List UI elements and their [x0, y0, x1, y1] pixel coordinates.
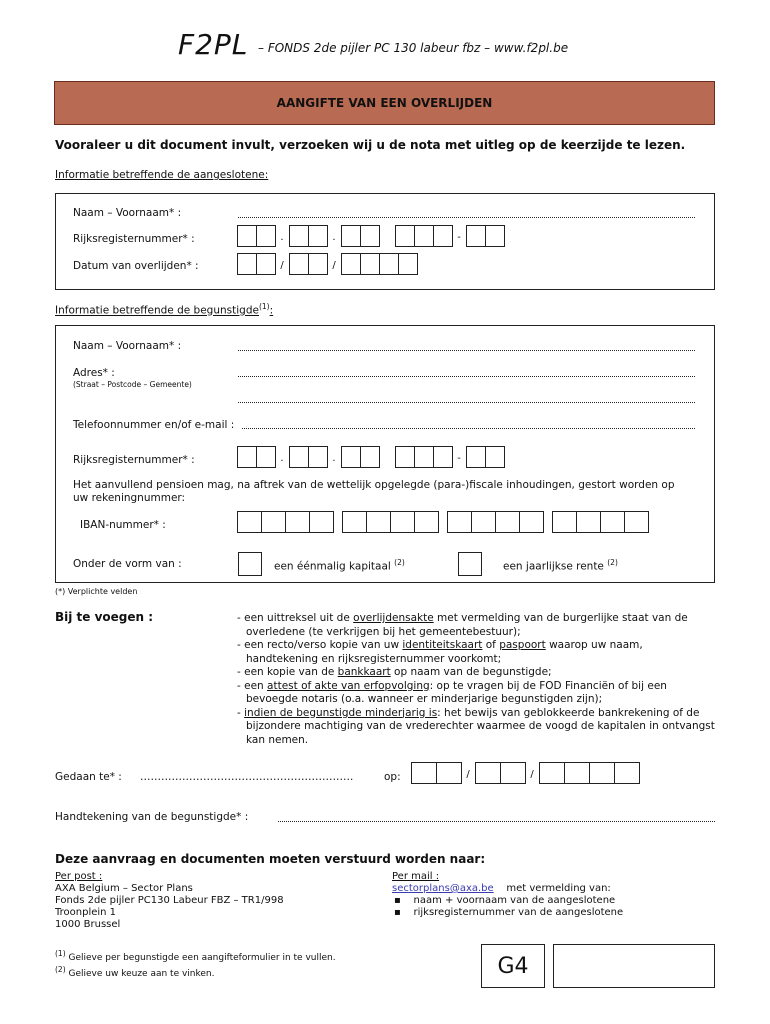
digit-cell[interactable] — [436, 762, 462, 784]
stamp-box — [553, 944, 715, 988]
brand-logo-text: F2PL — [178, 28, 249, 61]
slash-separator: / — [280, 260, 284, 271]
digit-cell[interactable] — [614, 762, 640, 784]
phone-field[interactable] — [242, 419, 695, 429]
bullet-icon: ▪ — [394, 895, 401, 906]
list-item: - een attest of akte van erfopvolging: op te vragen bij de FOD Financiën of bij een bevoegde notaris (o.a. wanneer er minderjarige begunstigden zijn); — [237, 679, 667, 705]
digit-cell[interactable] — [256, 225, 276, 247]
digit-cell[interactable] — [360, 446, 380, 468]
digit-cell[interactable] — [466, 225, 486, 247]
attachments-list — [237, 612, 717, 747]
mail-label: Per mail : — [392, 871, 440, 882]
mail-link[interactable]: sectorplans@axa.be — [392, 883, 494, 894]
iban-cell[interactable] — [237, 511, 262, 533]
list-item: - een uittreksel uit de overlijdensakte met vermelding van de burgerlijke staat van de overledene (te verkrijgen bij het gemeentebestuur); — [237, 612, 688, 638]
list-item: - een kopie van de bankkaart op naam van de begunstigde; — [237, 666, 552, 678]
send-heading: Deze aanvraag en documenten moeten verstuurd worden naar: — [55, 852, 486, 866]
place-label: Gedaan te* : — [55, 771, 122, 783]
beneficiary-name-field[interactable] — [238, 341, 695, 351]
iban-cell[interactable] — [285, 511, 310, 533]
digit-cell[interactable] — [341, 225, 361, 247]
dot-separator: . — [332, 453, 336, 464]
dot-separator: . — [332, 232, 336, 243]
iban-cell[interactable] — [366, 511, 391, 533]
footnotes — [55, 948, 336, 980]
beneficiary-name-label: Naam – Voornaam* : — [73, 340, 182, 352]
date-label: op: — [384, 771, 401, 783]
slash-separator: / — [530, 769, 534, 780]
digit-cell[interactable] — [256, 253, 276, 275]
pension-text: Het aanvullend pensioen mag, na aftrek van de wettelijk opgelegde (para-)fiscale inhoudingen, gestort worden op uw rekeningnummer: — [73, 479, 675, 504]
digit-cell[interactable] — [289, 225, 309, 247]
digit-cell[interactable] — [485, 225, 505, 247]
digit-cell[interactable] — [411, 762, 437, 784]
iban-cell[interactable] — [624, 511, 649, 533]
deceased-rrn-field[interactable] — [237, 225, 504, 251]
iban-cell[interactable] — [576, 511, 601, 533]
signing-date-field[interactable] — [411, 762, 639, 788]
address-line: Troonplein 1 — [55, 907, 117, 918]
iban-cell[interactable] — [471, 511, 496, 533]
post-address — [55, 871, 284, 931]
digit-cell[interactable] — [237, 253, 257, 275]
address-hint: (Straat – Postcode – Gemeente) — [73, 380, 192, 389]
attachments-heading: Bij te voegen : — [55, 610, 154, 624]
required-fields-note: (*) Verplichte velden — [55, 587, 138, 596]
address-label: Adres* : — [73, 367, 115, 379]
digit-cell[interactable] — [475, 762, 501, 784]
iban-label: IBAN-nummer* : — [80, 519, 166, 531]
digit-cell[interactable] — [308, 225, 328, 247]
list-item: ▪ naam + voornaam van de aangeslotene — [394, 895, 616, 906]
digit-cell[interactable] — [308, 446, 328, 468]
digit-cell[interactable] — [341, 446, 361, 468]
address-field-line2[interactable] — [238, 393, 695, 403]
capital-checkbox[interactable] — [238, 552, 262, 576]
digit-cell[interactable] — [414, 225, 434, 247]
iban-cell[interactable] — [600, 511, 625, 533]
payment-form-label: Onder de vorm van : — [73, 558, 182, 570]
iban-cell[interactable] — [495, 511, 520, 533]
iban-cell[interactable] — [519, 511, 544, 533]
address-field-line1[interactable] — [238, 367, 695, 377]
digit-cell[interactable] — [395, 225, 415, 247]
digit-cell[interactable] — [500, 762, 526, 784]
list-item: ▪ rijksregisternummer van de aangeslotene — [394, 907, 624, 918]
place-field[interactable]: ……………………………………………………. — [140, 771, 354, 783]
iban-cell[interactable] — [390, 511, 415, 533]
iban-cell[interactable] — [261, 511, 286, 533]
digit-cell[interactable] — [414, 446, 434, 468]
death-date-field[interactable] — [237, 253, 417, 279]
iban-cell[interactable] — [342, 511, 367, 533]
digit-cell[interactable] — [589, 762, 615, 784]
deceased-name-field[interactable] — [238, 208, 695, 218]
deceased-section-label: Informatie betreffende de aangeslotene: — [55, 169, 269, 181]
beneficiary-section-label: Informatie betreffende de begunstigde$^{(1)}$: — [55, 302, 274, 317]
form-code-box: G4 — [481, 944, 545, 988]
footnote: $^{(1)}$ Gelieve per begunstigde een aangifteformulier in te vullen. — [55, 949, 336, 963]
form-title: AANGIFTE VAN EEN OVERLIJDEN — [276, 96, 493, 110]
header-subtitle: – FONDS 2de pijler PC 130 labeur fbz – www.f2pl.be — [258, 41, 569, 55]
beneficiary-rrn-label: Rijksregisternummer* : — [73, 454, 195, 466]
digit-cell[interactable] — [485, 446, 505, 468]
digit-cell[interactable] — [289, 253, 309, 275]
digit-cell[interactable] — [433, 225, 453, 247]
mail-note: met vermelding van: — [506, 883, 611, 894]
footnote: $^{(2)}$ Gelieve uw keuze aan te vinken. — [55, 965, 215, 979]
intro-text: Vooraleer u dit document invult, verzoeken wij u de nota met uitleg op de keerzijde te lezen. — [55, 138, 686, 152]
capital-option-label: een éénmalig kapitaal $^{(2)}$ — [274, 558, 405, 573]
digit-cell[interactable] — [341, 253, 361, 275]
digit-cell[interactable] — [256, 446, 276, 468]
iban-cell[interactable] — [309, 511, 334, 533]
rente-checkbox[interactable] — [458, 552, 482, 576]
digit-cell[interactable] — [308, 253, 328, 275]
mail-contact — [392, 871, 623, 919]
dash-separator: - — [457, 453, 461, 464]
deceased-rrn-label: Rijksregisternummer* : — [73, 233, 195, 245]
digit-cell[interactable] — [237, 225, 257, 247]
iban-field[interactable] — [237, 511, 648, 533]
digit-cell[interactable] — [237, 446, 257, 468]
post-label: Per post : — [55, 871, 103, 882]
death-date-label: Datum van overlijden* : — [73, 260, 199, 272]
slash-separator: / — [332, 260, 336, 271]
digit-cell[interactable] — [564, 762, 590, 784]
digit-cell[interactable] — [433, 446, 453, 468]
iban-cell[interactable] — [447, 511, 472, 533]
rente-option-label: een jaarlijkse rente $^{(2)}$ — [503, 558, 618, 573]
bullet-icon: ▪ — [394, 907, 401, 918]
form-title-bar — [54, 81, 715, 125]
slash-separator: / — [466, 769, 470, 780]
deceased-name-label: Naam – Voornaam* : — [73, 207, 182, 219]
address-line: 1000 Brussel — [55, 919, 121, 930]
digit-cell[interactable] — [289, 446, 309, 468]
digit-cell[interactable] — [466, 446, 486, 468]
phone-label: Telefoonnummer en/of e-mail : — [73, 419, 235, 431]
address-line: AXA Belgium – Sector Plans — [55, 883, 193, 894]
digit-cell[interactable] — [360, 225, 380, 247]
beneficiary-rrn-field[interactable] — [237, 446, 504, 472]
digit-cell[interactable] — [398, 253, 418, 275]
signature-label: Handtekening van de begunstigde* : — [55, 811, 249, 823]
iban-cell[interactable] — [414, 511, 439, 533]
dot-separator: . — [280, 453, 284, 464]
list-item: - indien de begunstigde minderjarig is: het bewijs van geblokkeerde bankrekening of de bijzondere machtiging van de vrederechter waarmee de voogd de kapitalen in ontvangst kan nemen. — [237, 706, 715, 746]
digit-cell[interactable] — [360, 253, 380, 275]
dot-separator: . — [280, 232, 284, 243]
digit-cell[interactable] — [395, 446, 415, 468]
digit-cell[interactable] — [539, 762, 565, 784]
signature-field[interactable] — [278, 812, 715, 822]
dash-separator: - — [457, 232, 461, 243]
iban-cell[interactable] — [552, 511, 577, 533]
list-item: - een recto/verso kopie van uw identiteitskaart of paspoort waarop uw naam, handtekening en rijksregisternummer voorkomt; — [237, 639, 643, 665]
address-line: Fonds 2de pijler PC130 Labeur FBZ – TR1/998 — [55, 895, 284, 906]
digit-cell[interactable] — [379, 253, 399, 275]
